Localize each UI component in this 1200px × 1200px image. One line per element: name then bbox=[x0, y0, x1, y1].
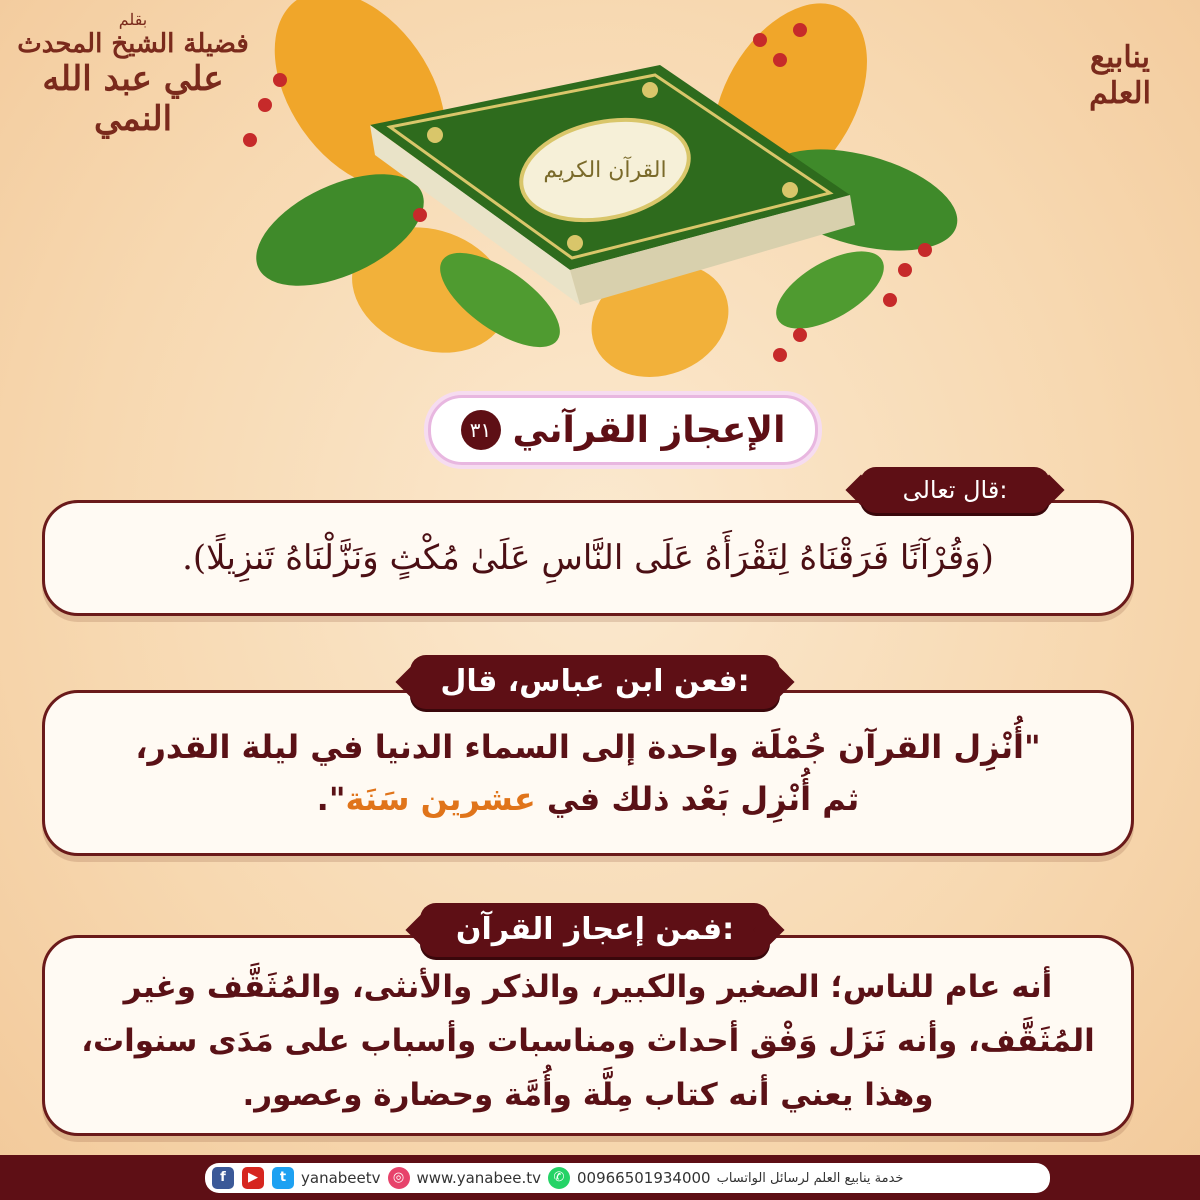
miracle-line-1: أنه عام للناس؛ الصغير والكبير، والذكر والأنثى، والمُثَقَّف وغير bbox=[123, 969, 1053, 1005]
author-signature bbox=[8, 10, 258, 139]
footer-contact-pill bbox=[205, 1163, 1050, 1193]
hadith-line-2: ثم أُنْزِل بَعْد ذلك في عشرين سَنَة". bbox=[316, 780, 860, 818]
hadith-line-1: "أُنْزِل القرآن جُمْلَة واحدة إلى السماء الدنيا في ليلة القدر، bbox=[135, 728, 1041, 766]
miracle-label: فمن إعجاز القرآن: bbox=[455, 912, 735, 947]
phone-number[interactable]: 00966501934000 bbox=[576, 1169, 711, 1187]
author-prefix: بقلم bbox=[118, 10, 148, 29]
miracle-label-banner bbox=[420, 903, 770, 957]
website-link[interactable]: www.yanabee.tv bbox=[416, 1169, 541, 1187]
episode-number-badge: ٣١ bbox=[461, 410, 501, 450]
svg-text:القرآن الكريم: القرآن الكريم bbox=[543, 158, 667, 183]
globe-icon: ◎ bbox=[388, 1167, 410, 1189]
verse-label-banner bbox=[860, 467, 1050, 513]
hadith-label-banner bbox=[410, 655, 780, 709]
miracle-card bbox=[42, 935, 1134, 1136]
whatsapp-icon: ✆ bbox=[548, 1167, 570, 1189]
hadith-label: فعن ابن عباس، قال: bbox=[440, 664, 750, 699]
logo-text: ينابيع العلم bbox=[1089, 40, 1151, 111]
verse-card bbox=[42, 500, 1134, 616]
yanabee-logo bbox=[1060, 40, 1180, 112]
twitter-icon[interactable]: t bbox=[272, 1167, 294, 1189]
author-name: علي عبد الله النمي bbox=[42, 59, 224, 139]
miracle-line-2: المُثَقَّف، وأنه نَزَل وَفْق أحداث ومناسبات وأسباب على مَدَى سنوات، bbox=[81, 1023, 1095, 1059]
hadith-card bbox=[42, 690, 1134, 856]
verse-text: (وَقُرْآنًا فَرَقْنَاهُ لِتَقْرَأَهُ عَلَى النَّاسِ عَلَىٰ مُكْثٍ وَنَزَّلْنَاهُ تَنزِيلًا). bbox=[182, 538, 994, 578]
miracle-line-3: وهذا يعني أنه كتاب مِلَّة وأُمَّة وحضارة وعصور. bbox=[242, 1077, 934, 1113]
youtube-icon[interactable]: ▶ bbox=[242, 1167, 264, 1189]
quran-book-illustration bbox=[350, 55, 870, 310]
highlight-twenty-years: عشرين سَنَة bbox=[345, 780, 536, 818]
author-title: فضيلة الشيخ المحدث bbox=[17, 29, 249, 59]
footer-bar bbox=[0, 1155, 1200, 1200]
title-pill bbox=[428, 395, 818, 465]
social-handle[interactable]: yanabeetv bbox=[301, 1169, 381, 1187]
service-text: خدمة ينابيع العلم لرسائل الواتساب bbox=[716, 1170, 904, 1186]
facebook-icon[interactable]: f bbox=[212, 1167, 234, 1189]
page-title: الإعجاز القرآني bbox=[512, 409, 786, 451]
verse-label: قال تعالى: bbox=[902, 476, 1008, 504]
